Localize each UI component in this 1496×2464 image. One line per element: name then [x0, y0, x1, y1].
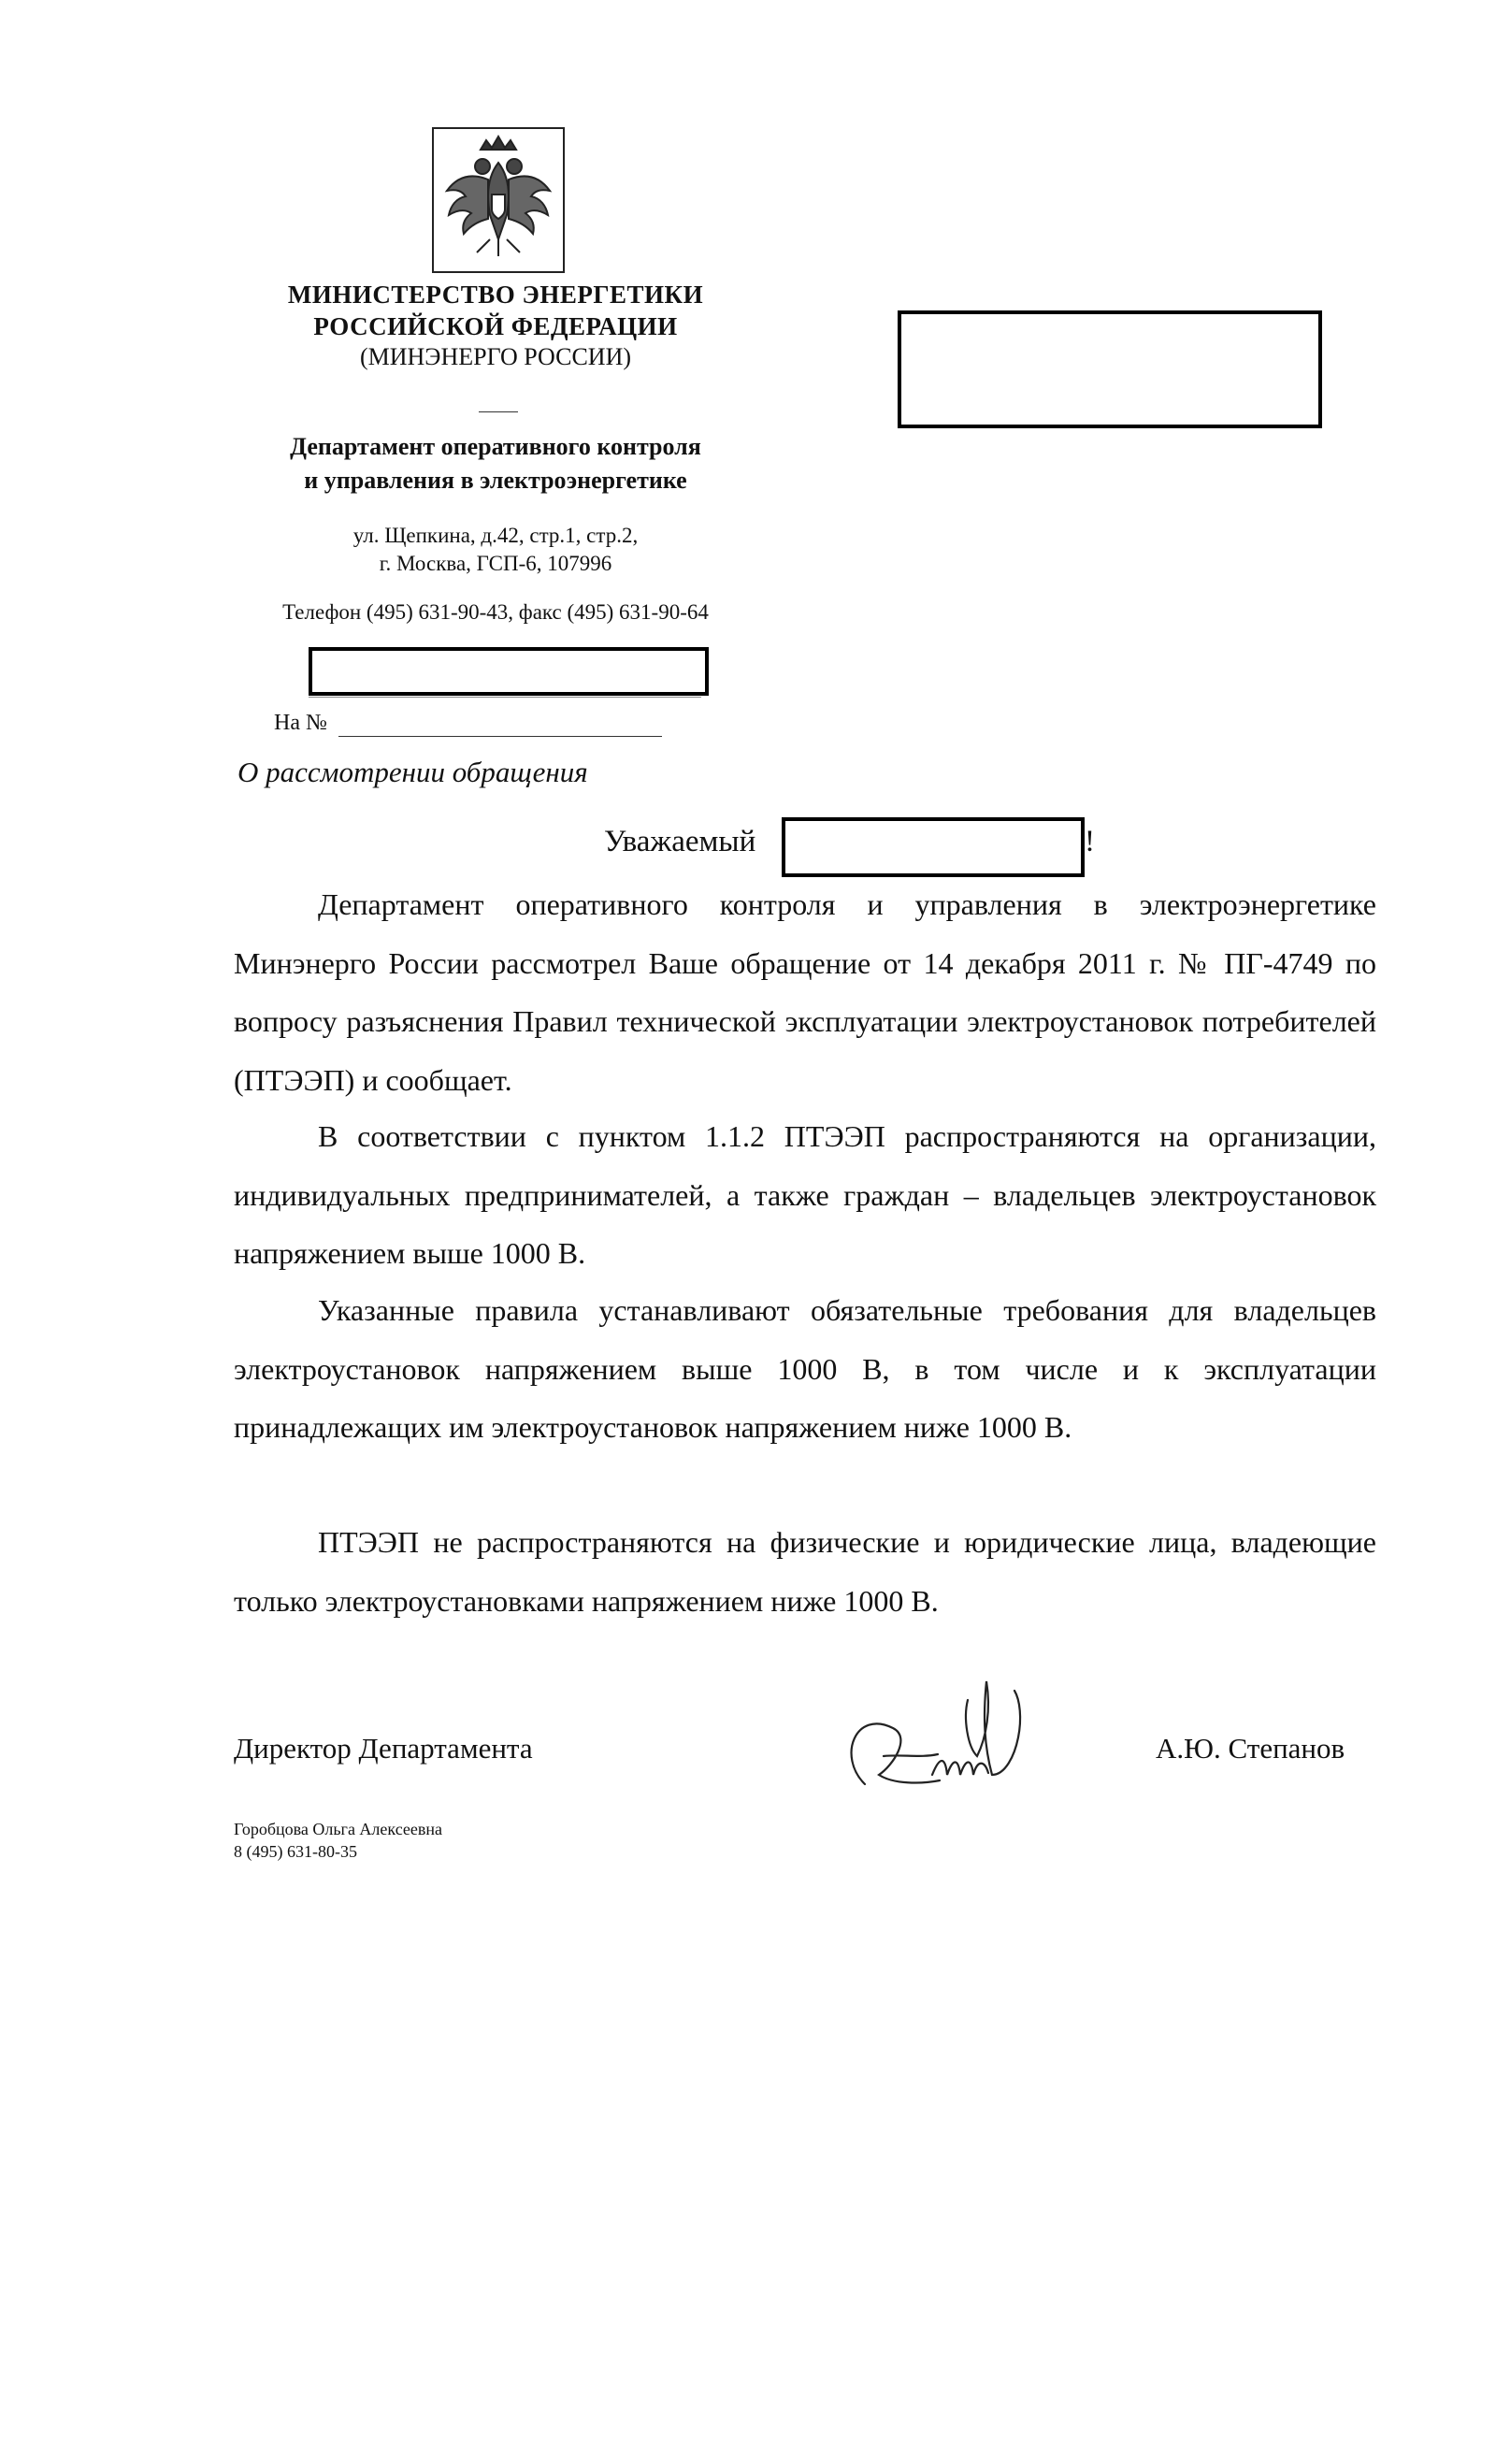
ministry-line-1: МИНИСТЕРСТВО ЭНЕРГЕТИКИ — [287, 281, 704, 309]
department-name — [215, 430, 776, 497]
contact-phone: Телефон (495) 631-90-43, факс (495) 631-90-64 — [282, 600, 709, 624]
signatory-name: А.Ю. Степанов — [1156, 1732, 1345, 1765]
body-paragraph-4 — [234, 1513, 1376, 1630]
address-line-2: г. Москва, ГСП-6, 107996 — [379, 552, 612, 575]
signatory-title: Директор Департамента — [234, 1732, 533, 1765]
body-paragraph-1 — [234, 875, 1376, 1109]
russian-coat-of-arms-icon — [432, 127, 565, 273]
body-paragraph-3 — [234, 1281, 1376, 1457]
paragraph-text: Указанные правила устанавливают обязательные требования для владельцев электроустановок напряжением выше 1000 В, в том числе и к эксплуатации принадлежащих им электроустановок напряжением ниже 1000 В. — [234, 1293, 1376, 1444]
executor-info — [234, 1818, 442, 1863]
reference-label: На № — [274, 711, 327, 735]
salutation: Уважаемый — [604, 825, 756, 858]
address — [215, 522, 776, 578]
reference-number-line — [338, 736, 662, 737]
salutation-exclamation: ! — [1085, 825, 1095, 858]
department-line-1: Департамент оперативного контроля — [290, 433, 701, 460]
paragraph-text: Департамент оперативного контроля и управления в электроэнергетике Минэнерго России рассмотрел Ваше обращение от 14 декабря 2011 г. № ПГ-4749 по вопросу разъяснения Правил технической эксплуатации электроустановок потребителей (ПТЭЭП) и сообщает. — [234, 887, 1376, 1097]
paragraph-text: ПТЭЭП не распространяются на физические и юридические лица, владеющие только электроустановками напряжением ниже 1000 В. — [234, 1525, 1376, 1618]
executor-name: Горобцова Ольга Алексеевна — [234, 1820, 443, 1838]
redacted-addressee — [898, 310, 1322, 428]
ministry-short-name: (МИНЭНЕРГО РОССИИ) — [359, 343, 632, 370]
redacted-recipient-name — [782, 817, 1085, 877]
executor-phone: 8 (495) 631-80-35 — [234, 1842, 357, 1861]
body-paragraph-2 — [234, 1107, 1376, 1283]
handwritten-signature — [827, 1644, 1071, 1803]
address-line-1: ул. Щепкина, д.42, стр.1, стр.2, — [352, 524, 639, 547]
paragraph-text: В соответствии с пунктом 1.1.2 ПТЭЭП распространяются на организации, индивидуальных предпринимателей, а также граждан – владельцев электроустановок напряжением выше 1000 В. — [234, 1119, 1376, 1270]
ministry-line-2: РОССИЙСКОЙ ФЕДЕРАЦИИ — [313, 312, 678, 340]
divider — [479, 411, 518, 412]
letter-subject: О рассмотрении обращения — [237, 756, 588, 788]
redacted-outgoing-number — [309, 647, 709, 696]
outgoing-number-line — [309, 697, 701, 698]
department-line-2: и управления в электроэнергетике — [304, 467, 687, 494]
ministry-name — [215, 279, 776, 342]
